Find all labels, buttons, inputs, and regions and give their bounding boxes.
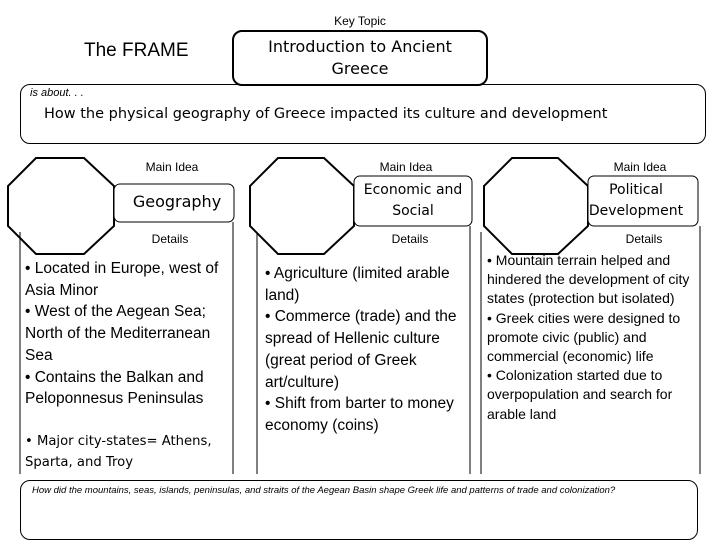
details-text-geography: • Located in Europe, west of Asia Minor • West of the Aegean Sea; North of the Mediterranean Sea • Contains the Balkan and Peloponnesus Peninsulas	[25, 260, 219, 408]
details-label-3: Details	[625, 232, 663, 246]
details-text-political: • Mountain terrain helped and hindered the development of city states (protection but isolated) • Greek cities were designed to promote civic (public) and commercial (economic) life • Colonization started due to overpopulation and search for arable land	[487, 252, 690, 422]
main-idea-title-geography: Geography	[132, 192, 222, 211]
key-topic-line-1: Introduction to Ancient	[268, 37, 452, 56]
is-about-text: How the physical geography of Greece impacted its culture and development	[44, 106, 608, 122]
details-label-2: Details	[391, 232, 429, 246]
key-topic-label: Key Topic	[334, 14, 386, 28]
main-idea-title-3-line-1: Political	[609, 182, 663, 198]
main-idea-label-1: Main Idea	[145, 160, 199, 174]
main-idea-label-3: Main Idea	[613, 160, 667, 174]
main-idea-title-3-line-2: Development	[588, 203, 684, 219]
main-idea-octagon-3	[484, 158, 588, 254]
main-idea-octagon-1	[8, 158, 114, 254]
details-text-economic-social: • Agriculture (limited arable land) • Commerce (trade) and the spread of Hellenic culture (great period of Greek art/culture) • Shift from barter to money economy (coins)	[265, 265, 457, 434]
so-what-question: How did the mountains, seas, islands, peninsulas, and straits of the Aegean Basin shape Greek life and patterns of trade and colonization?	[32, 485, 616, 496]
key-topic-line-2: Greece	[331, 59, 389, 78]
main-idea-title-political	[584, 180, 688, 222]
main-idea-label-2: Main Idea	[379, 160, 433, 174]
main-idea-title-2-line-2: Social	[392, 203, 434, 219]
details-label-1: Details	[151, 232, 189, 246]
frame-title: The FRAME	[84, 40, 189, 61]
is-about-label: is about. . .	[30, 87, 84, 99]
main-idea-title-2-line-1: Economic and	[363, 182, 463, 198]
details-text-geography-extra: • Major city-states= Athens, Sparta, and Troy	[25, 434, 212, 470]
main-idea-title-economic-social	[352, 180, 474, 222]
main-idea-octagon-2	[250, 158, 354, 254]
